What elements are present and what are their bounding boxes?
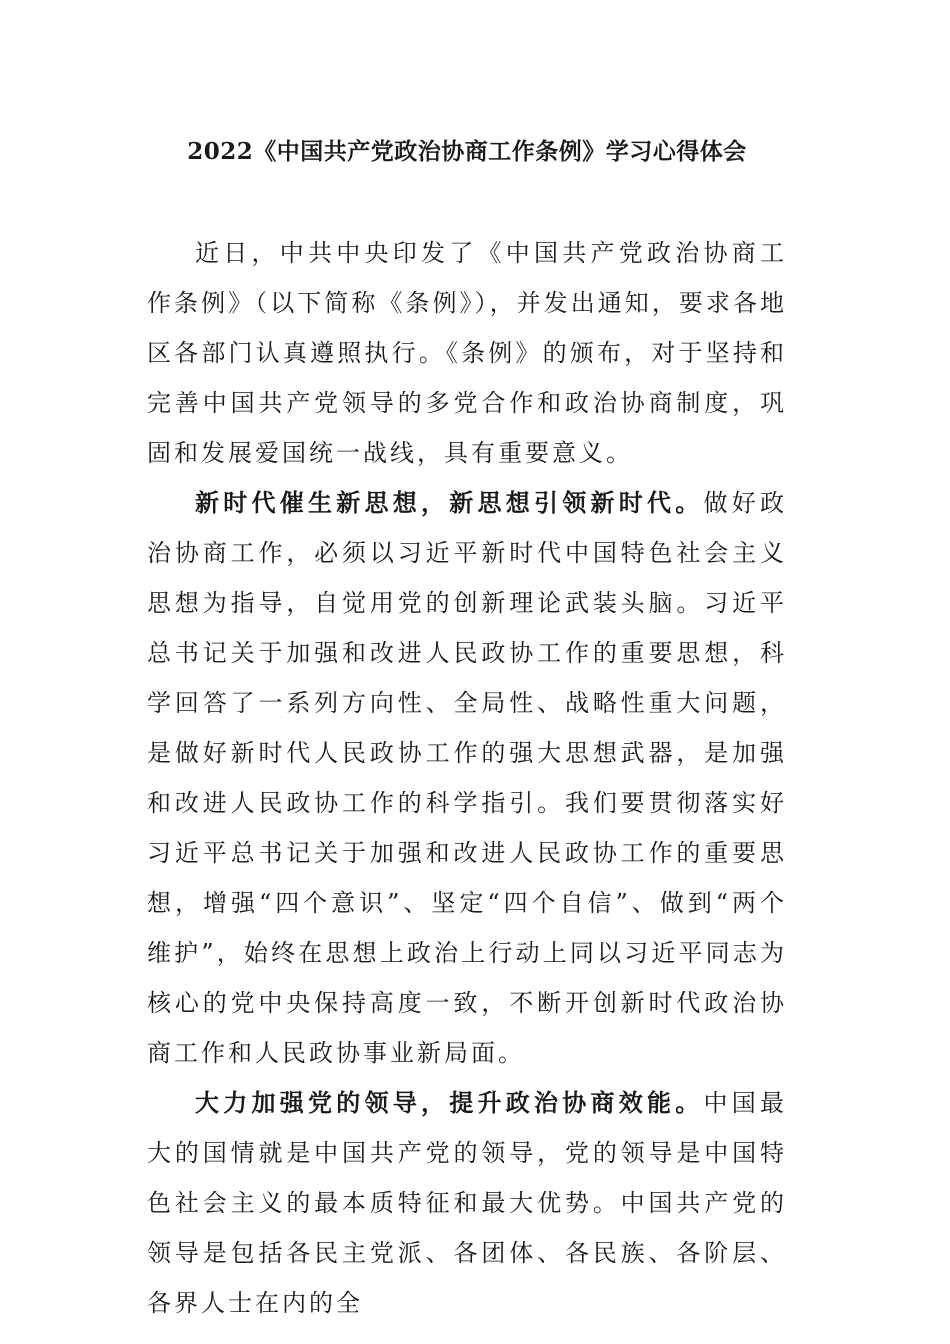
paragraph-new-era-thought — [147, 478, 787, 1078]
paragraph-text: 做好政治协商工作，必须以习近平新时代中国特色社会主义思想为指导，自觉用党的创新理论武装头脑。习近平总书记关于加强和改进人民政协工作的重要思想，科学回答了一系列方向性、全局性、战略性重大问题，是做好新时代人民政协工作的强大思想武器，是加强和改进人民政协工作的科学指引。我们要贯彻落实好习近平总书记关于加强和改进人民政协工作的重要思想，增强“四个意识”、坚定“四个自信”、做到“两个维护”，始终在思想上政治上行动上同以习近平同志为核心的党中央保持高度一致，不断开创新时代政治协商工作和人民政协事业新局面。 — [147, 489, 787, 1067]
document-body — [147, 228, 787, 1328]
paragraph-intro — [147, 228, 787, 478]
paragraph-text: 近日，中共中央印发了《中国共产党政治协商工作条例》（以下简称《条例》），并发出通知，要求各地区各部门认真遵照执行。《条例》的颁布，对于坚持和完善中国共产党领导的多党合作和政治协商制度，巩固和发展爱国统一战线，具有重要意义。 — [147, 239, 787, 467]
paragraph-lead: 新时代催生新思想，新思想引领新时代。 — [195, 488, 704, 517]
document-title: 2022《中国共产党政治协商工作条例》学习心得体会 — [187, 138, 747, 165]
paragraph-text: 中国最大的国情就是中国共产党的领导，党的领导是中国特色社会主义的最本质特征和最大优势。中国共产党的领导是包括各民主党派、各团体、各民族、各阶层、各界人士在内的全 — [147, 1089, 787, 1317]
paragraph-party-leadership — [147, 1078, 787, 1328]
paragraph-lead: 大力加强党的领导，提升政治协商效能。 — [195, 1088, 704, 1117]
